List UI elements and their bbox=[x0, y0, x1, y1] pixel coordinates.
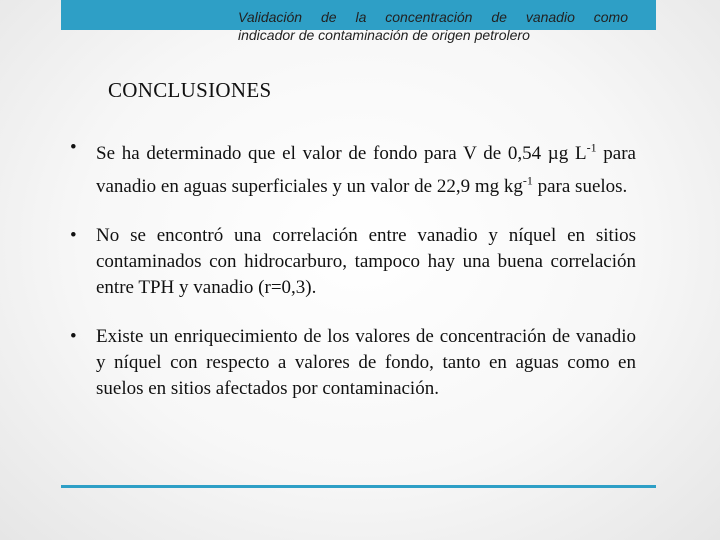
bullet-icon: • bbox=[70, 137, 77, 158]
header-line-2: indicador de contaminación de origen petrolero bbox=[238, 27, 530, 43]
list-item bbox=[70, 324, 636, 402]
list-item bbox=[70, 135, 636, 200]
bottom-divider bbox=[61, 485, 656, 488]
header-line-1: Validación de la concentración de vanadio como bbox=[238, 9, 628, 25]
list-item-text: Se ha determinado que el valor de fondo para V de 0,54 µg $L^{-1}$ para vanadio en aguas superficiales y un valor de 22,9 mg $kg^{-1}$ para suelos. bbox=[96, 141, 636, 197]
list-item bbox=[70, 223, 636, 301]
bullet-icon: • bbox=[70, 325, 77, 347]
conclusions-list bbox=[70, 135, 636, 402]
page-title: CONCLUSIONES bbox=[108, 78, 272, 102]
header-subtitle bbox=[238, 8, 628, 44]
list-item-text: No se encontró una correlación entre vanadio y níquel en sitios contaminados con hidrocarburo, tampoco hay una buena correlación entre TPH y vanadio (r=0,3). bbox=[96, 224, 636, 298]
list-item-text: Existe un enriquecimiento de los valores de concentración de vanadio y níquel con respecto a valores de fondo, tanto en aguas como en suelos en sitios afectados por contaminación. bbox=[96, 325, 636, 399]
bullet-icon: • bbox=[70, 224, 77, 246]
